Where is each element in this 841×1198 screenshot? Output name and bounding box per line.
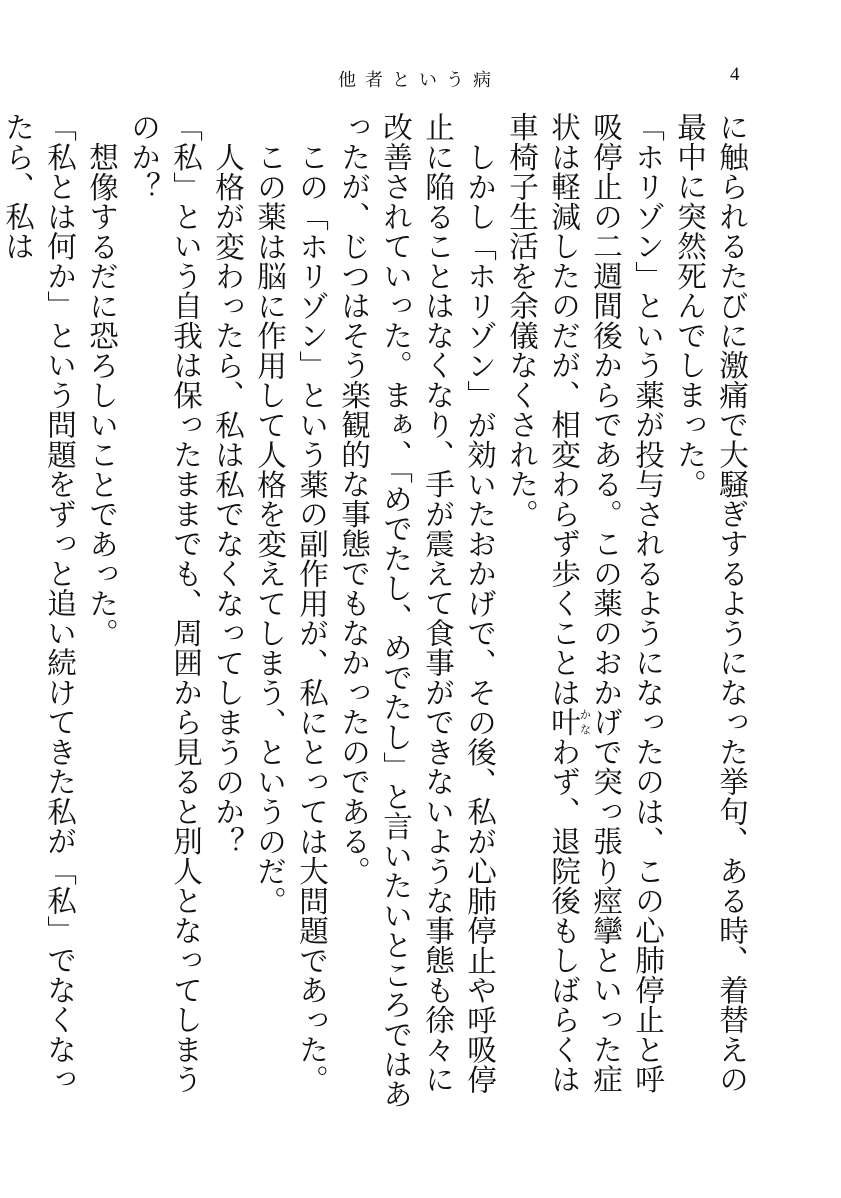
running-header-title: 他者という病: [338, 70, 500, 91]
paragraph: 「ホリゾン」という薬が投与されるようになったのは、この心肺停止と呼吸停止の二週間後からである。この薬のおかげで突っ張り痙攣といった症状は軽減したのだが、相変わらず歩くことは叶かなわず、退院後もしばらくは車椅子生活を余儀なくされた。: [505, 112, 665, 1094]
ruby-annotated-kanji: 叶かな: [547, 707, 592, 737]
vertical-body-text: [1, 112, 753, 1112]
paragraph: 人格が変わったら、私は私でなくなってしまうのか？: [211, 141, 245, 856]
paragraph: 「私」という自我は保ったままでも、周囲から見ると別人となってしまうのか？: [127, 112, 203, 1094]
paragraph: 想像するだに恐ろしいことであった。: [85, 141, 119, 648]
paragraph: この「ホリゾン」という薬の副作用が、私にとっては大問題であった。: [295, 141, 329, 1094]
paragraph: しかし「ホリゾン」が効いたおかげで、その後、私が心肺停止や呼吸停止に陥ることはなくなり、手が震えて食事ができないような事態も徐々に改善されていった。まぁ、「めでたし、めでたし」と言いたいところではあったが、じつはそう楽観的な事態でもなかったのである。: [337, 112, 497, 1109]
ruby-reading: かな: [578, 707, 592, 737]
page-number: 4: [730, 64, 740, 85]
paragraph: 「私とは何か」という問題をずっと追い続けてきた私が「私」でなくなったら、私は: [1, 112, 77, 1094]
paragraph: に触られるたびに激痛で大騒ぎするようになった挙句、ある時、着替えの最中に突然死んでしまった。: [673, 112, 749, 1094]
paragraph: この薬は脳に作用して人格を変えてしまう、というのだ。: [253, 141, 287, 916]
